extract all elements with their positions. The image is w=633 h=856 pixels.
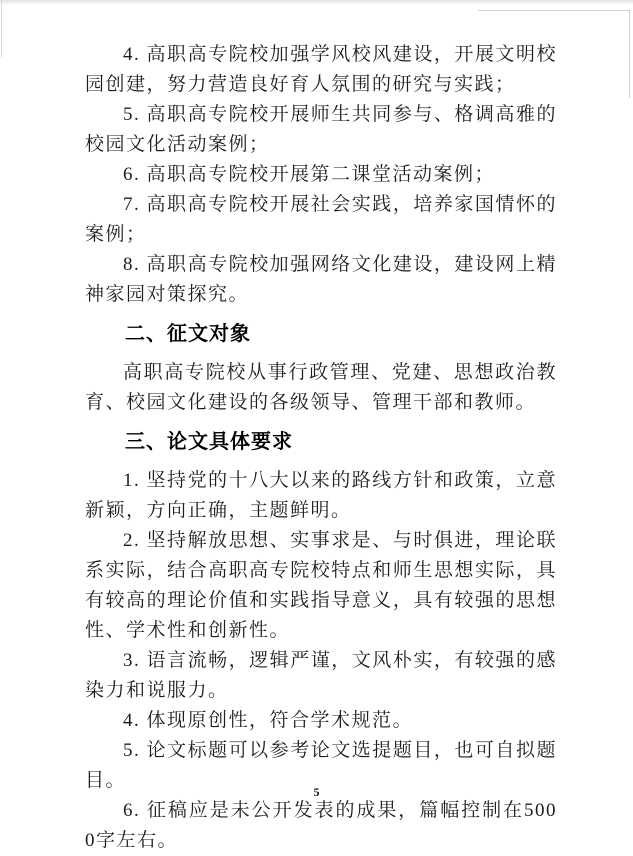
list-item: 8. 高职高专院校加强网络文化建设，建设网上精神家园对策探究。 [85, 254, 557, 305]
list-item: 6. 高职高专院校开展第二课堂活动案例； [123, 164, 496, 185]
scan-edge-top [0, 0, 633, 4]
section-heading-requirements: 三、论文具体要求 [125, 431, 293, 453]
list-item: 6. 征稿应是未公开发表的成果，篇幅控制在5000字左右。 [85, 800, 557, 851]
list-item: 4. 高职高专院校加强学风校风建设，开展文明校园创建，努力营造良好育人氛围的研究与实践； [85, 44, 557, 95]
section-paragraph: 高职高专院校从事行政管理、党建、思想政治教育、校园文化建设的各级领导、管理干部和教师。 [85, 362, 557, 413]
scan-edge-left [1, 0, 2, 57]
page-number: 5 [313, 785, 320, 799]
scan-corner-horizontal [478, 10, 630, 11]
document-body [85, 40, 557, 856]
page-footer [0, 783, 633, 801]
list-item: 4. 体现原创性，符合学术规范。 [123, 710, 414, 731]
list-item: 7. 高职高专院校开展社会实践，培养家国情怀的案例； [85, 194, 557, 245]
scan-corner-vertical [629, 10, 630, 98]
list-item: 1. 坚持党的十八大以来的路线方针和政策，立意新颖，方向正确，主题鲜明。 [85, 470, 557, 521]
list-item: 2. 坚持解放思想、实事求是、与时俱进，理论联系实际，结合高职高专院校特点和师生思想实际，具有较高的理论价值和实践指导意义，具有较强的思想性、学术性和创新性。 [85, 530, 557, 641]
list-item: 5. 论文标题可以参考论文选提题目，也可自拟题目。 [85, 740, 557, 791]
list-item: 3. 语言流畅，逻辑严谨，文风朴实，有较强的感染力和说服力。 [85, 650, 557, 701]
section-heading-audience: 二、征文对象 [125, 323, 251, 345]
list-item: 5. 高职高专院校开展师生共同参与、格调高雅的校园文化活动案例； [85, 104, 557, 155]
